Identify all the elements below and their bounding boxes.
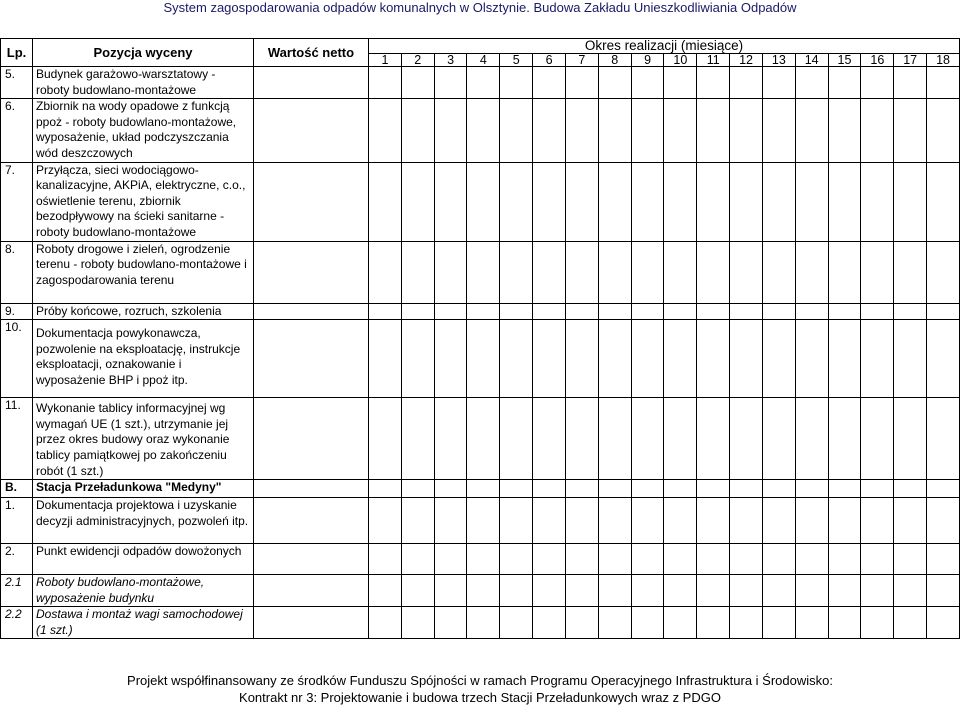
month-cell [762, 544, 795, 575]
month-cell [565, 162, 598, 241]
month-cell [828, 320, 861, 398]
table-row [1, 398, 960, 480]
month-cell [730, 241, 763, 303]
month-cell [598, 398, 631, 480]
month-cell [894, 241, 927, 303]
month-cell [369, 99, 402, 162]
month-header-9: 9 [631, 54, 664, 67]
month-cell [500, 320, 533, 398]
schedule-table [0, 38, 960, 639]
month-cell [369, 241, 402, 303]
month-cell [927, 480, 960, 498]
month-cell [861, 241, 894, 303]
month-cell [369, 498, 402, 544]
month-cell [927, 320, 960, 398]
table-row [1, 320, 960, 398]
month-cell [598, 480, 631, 498]
month-cell [369, 607, 402, 639]
month-cell [664, 67, 697, 99]
row-description: Stacja Przeładunkowa "Medyny" [33, 480, 254, 498]
month-cell [762, 99, 795, 162]
month-cell [795, 99, 828, 162]
month-cell [697, 99, 730, 162]
month-cell [467, 544, 500, 575]
month-cell [828, 241, 861, 303]
column-header-lp: Lp. [1, 39, 33, 67]
month-cell [828, 162, 861, 241]
month-cell [533, 480, 566, 498]
row-description: Roboty budowlano-montażowe, wyposażenie budynku [33, 575, 254, 607]
month-cell [631, 303, 664, 320]
month-header-11: 11 [697, 54, 730, 67]
month-cell [369, 544, 402, 575]
month-cell [598, 544, 631, 575]
month-cell [565, 320, 598, 398]
row-value-cell [254, 67, 369, 99]
month-cell [631, 498, 664, 544]
month-cell [533, 241, 566, 303]
month-cell [369, 480, 402, 498]
month-cell [927, 67, 960, 99]
month-cell [664, 320, 697, 398]
month-cell [467, 498, 500, 544]
month-cell [795, 480, 828, 498]
month-cell [795, 398, 828, 480]
month-cell [664, 544, 697, 575]
month-cell [894, 99, 927, 162]
month-cell [565, 498, 598, 544]
month-cell [598, 99, 631, 162]
month-header-2: 2 [401, 54, 434, 67]
month-cell [697, 607, 730, 639]
month-cell [369, 320, 402, 398]
month-cell [730, 607, 763, 639]
month-cell [861, 162, 894, 241]
month-header-10: 10 [664, 54, 697, 67]
month-cell [762, 303, 795, 320]
month-cell [730, 162, 763, 241]
month-cell [795, 498, 828, 544]
column-header-okres: Okres realizacji (miesiące) [369, 39, 960, 54]
month-cell [401, 99, 434, 162]
month-cell [697, 544, 730, 575]
month-cell [631, 544, 664, 575]
row-value-cell [254, 162, 369, 241]
month-cell [434, 320, 467, 398]
month-cell [565, 303, 598, 320]
month-cell [697, 320, 730, 398]
month-cell [861, 398, 894, 480]
table-row [1, 607, 960, 639]
row-description: Przyłącza, sieci wodociągowo-kanalizacyjne, AKPiA, elektryczne, c.o., oświetlenie terenu, zbiornik bezodpływowy na ścieki sanitarne - roboty budowlano-montażowe [33, 162, 254, 241]
month-cell [795, 544, 828, 575]
month-header-18: 18 [927, 54, 960, 67]
month-cell [631, 162, 664, 241]
month-cell [894, 544, 927, 575]
footer-line-1: Projekt współfinansowany ze środków Funduszu Spójności w ramach Programu Operacyjnego Infrastruktura i Środowisko: [127, 673, 833, 688]
month-cell [894, 320, 927, 398]
row-description: Dokumentacja projektowa i uzyskanie decyzji administracyjnych, pozwoleń itp. [33, 498, 254, 544]
month-header-7: 7 [565, 54, 598, 67]
month-cell [762, 575, 795, 607]
month-cell [631, 320, 664, 398]
month-cell [828, 99, 861, 162]
month-cell [500, 480, 533, 498]
month-cell [730, 303, 763, 320]
month-cell [533, 99, 566, 162]
month-cell [369, 67, 402, 99]
month-cell [795, 320, 828, 398]
month-cell [434, 544, 467, 575]
month-cell [927, 398, 960, 480]
month-cell [894, 67, 927, 99]
month-cell [500, 241, 533, 303]
month-cell [697, 303, 730, 320]
month-cell [894, 398, 927, 480]
month-cell [861, 99, 894, 162]
month-cell [664, 498, 697, 544]
month-cell [762, 480, 795, 498]
month-cell [861, 607, 894, 639]
month-cell [730, 67, 763, 99]
month-cell [730, 575, 763, 607]
month-cell [467, 303, 500, 320]
table-row [1, 544, 960, 575]
month-cell [894, 575, 927, 607]
footer-line-2: Kontrakt nr 3: Projektowanie i budowa trzech Stacji Przeładunkowych wraz z PDGO [239, 690, 721, 705]
row-description: Budynek garażowo-warsztatowy - roboty budowlano-montażowe [33, 67, 254, 99]
month-cell [598, 303, 631, 320]
row-number: 11. [1, 398, 33, 480]
month-cell [500, 67, 533, 99]
month-cell [697, 67, 730, 99]
month-cell [762, 398, 795, 480]
month-header-1: 1 [369, 54, 402, 67]
month-cell [565, 480, 598, 498]
month-cell [631, 67, 664, 99]
month-cell [894, 498, 927, 544]
month-cell [664, 607, 697, 639]
month-header-5: 5 [500, 54, 533, 67]
row-number: 2.1 [1, 575, 33, 607]
column-header-wartosc: Wartość netto [254, 39, 369, 67]
month-cell [631, 398, 664, 480]
month-cell [500, 544, 533, 575]
month-cell [434, 162, 467, 241]
month-cell [598, 67, 631, 99]
month-cell [598, 162, 631, 241]
month-cell [467, 241, 500, 303]
month-cell [434, 575, 467, 607]
month-cell [730, 99, 763, 162]
month-cell [598, 241, 631, 303]
month-cell [861, 480, 894, 498]
month-header-4: 4 [467, 54, 500, 67]
row-value-cell [254, 498, 369, 544]
month-cell [795, 162, 828, 241]
table-row [1, 303, 960, 320]
month-cell [565, 99, 598, 162]
row-value-cell [254, 607, 369, 639]
month-cell [927, 241, 960, 303]
month-cell [894, 480, 927, 498]
row-number: 6. [1, 99, 33, 162]
month-cell [828, 67, 861, 99]
month-header-3: 3 [434, 54, 467, 67]
month-cell [500, 99, 533, 162]
month-cell [664, 99, 697, 162]
month-cell [762, 67, 795, 99]
row-description: Roboty drogowe i zieleń, ogrodzenie terenu - roboty budowlano-montażowe i zagospodarowania terenu [33, 241, 254, 303]
month-cell [434, 241, 467, 303]
month-cell [369, 398, 402, 480]
table-row [1, 575, 960, 607]
month-cell [533, 607, 566, 639]
month-cell [664, 575, 697, 607]
month-cell [795, 67, 828, 99]
month-cell [434, 398, 467, 480]
month-cell [795, 303, 828, 320]
month-cell [894, 162, 927, 241]
month-cell [565, 575, 598, 607]
month-cell [565, 67, 598, 99]
month-cell [927, 544, 960, 575]
month-header-13: 13 [762, 54, 795, 67]
month-cell [730, 398, 763, 480]
month-cell [697, 162, 730, 241]
month-cell [434, 99, 467, 162]
month-cell [434, 480, 467, 498]
month-cell [500, 498, 533, 544]
month-cell [467, 99, 500, 162]
row-description: Próby końcowe, rozruch, szkolenia [33, 303, 254, 320]
month-cell [828, 303, 861, 320]
row-number: 9. [1, 303, 33, 320]
month-cell [664, 241, 697, 303]
month-cell [861, 498, 894, 544]
month-cell [664, 480, 697, 498]
month-cell [762, 320, 795, 398]
month-cell [861, 544, 894, 575]
month-cell [664, 398, 697, 480]
month-cell [861, 303, 894, 320]
month-cell [565, 398, 598, 480]
table-row [1, 480, 960, 498]
month-cell [434, 67, 467, 99]
row-value-cell [254, 320, 369, 398]
month-cell [861, 575, 894, 607]
month-cell [500, 303, 533, 320]
month-cell [369, 303, 402, 320]
month-cell [434, 498, 467, 544]
month-cell [467, 398, 500, 480]
table-header-row [1, 39, 960, 54]
document-header: System zagospodarowania odpadów komunalnych w Olsztynie. Budowa Zakładu Unieszkodliwiania Odpadów [163, 0, 797, 15]
month-cell [697, 241, 730, 303]
month-cell [598, 320, 631, 398]
month-cell [828, 544, 861, 575]
row-number: 7. [1, 162, 33, 241]
month-cell [762, 241, 795, 303]
table-row [1, 99, 960, 162]
month-cell [795, 607, 828, 639]
table-row [1, 241, 960, 303]
month-cell [927, 607, 960, 639]
table-row [1, 498, 960, 544]
month-cell [533, 162, 566, 241]
month-cell [533, 320, 566, 398]
month-cell [861, 67, 894, 99]
month-cell [795, 575, 828, 607]
row-number: 8. [1, 241, 33, 303]
row-number: 2.2 [1, 607, 33, 639]
month-cell [927, 498, 960, 544]
month-header-15: 15 [828, 54, 861, 67]
month-cell [828, 480, 861, 498]
row-description: Dokumentacja powykonawcza, pozwolenie na eksploatację, instrukcje eksploatacji, oznakowanie i wyposażenie BHP i ppoż itp. [33, 320, 254, 398]
month-cell [828, 607, 861, 639]
month-cell [401, 575, 434, 607]
month-cell [401, 498, 434, 544]
month-cell [730, 544, 763, 575]
month-cell [631, 99, 664, 162]
month-cell [401, 320, 434, 398]
month-cell [762, 498, 795, 544]
row-number: B. [1, 480, 33, 498]
month-cell [730, 480, 763, 498]
month-cell [697, 575, 730, 607]
month-cell [467, 67, 500, 99]
row-value-cell [254, 575, 369, 607]
month-cell [467, 480, 500, 498]
month-cell [467, 162, 500, 241]
month-cell [730, 498, 763, 544]
month-cell [401, 303, 434, 320]
month-cell [927, 162, 960, 241]
month-cell [828, 398, 861, 480]
month-cell [927, 99, 960, 162]
row-description: Dostawa i montaż wagi samochodowej (1 szt.) [33, 607, 254, 639]
month-cell [401, 480, 434, 498]
month-cell [795, 241, 828, 303]
table-row [1, 162, 960, 241]
row-value-cell [254, 544, 369, 575]
month-cell [598, 498, 631, 544]
month-cell [697, 480, 730, 498]
month-cell [401, 398, 434, 480]
month-cell [467, 575, 500, 607]
month-cell [533, 303, 566, 320]
month-cell [664, 162, 697, 241]
month-cell [533, 67, 566, 99]
month-cell [762, 607, 795, 639]
month-cell [369, 162, 402, 241]
month-cell [861, 320, 894, 398]
row-description: Wykonanie tablicy informacyjnej wg wymagań UE (1 szt.), utrzymanie jej przez okres budowy oraz wykonanie tablicy pamiątkowej po zakończeniu robót (1 szt.) [33, 398, 254, 480]
row-number: 2. [1, 544, 33, 575]
row-number: 10. [1, 320, 33, 398]
month-cell [565, 241, 598, 303]
row-number: 5. [1, 67, 33, 99]
month-cell [828, 498, 861, 544]
month-header-14: 14 [795, 54, 828, 67]
month-cell [894, 303, 927, 320]
month-cell [533, 575, 566, 607]
month-cell [401, 162, 434, 241]
month-cell [434, 607, 467, 639]
row-value-cell [254, 241, 369, 303]
month-header-6: 6 [533, 54, 566, 67]
month-cell [631, 607, 664, 639]
month-cell [533, 398, 566, 480]
month-cell [565, 544, 598, 575]
month-cell [598, 607, 631, 639]
month-cell [467, 607, 500, 639]
month-cell [762, 162, 795, 241]
column-header-pozycja: Pozycja wyceny [33, 39, 254, 67]
month-cell [369, 575, 402, 607]
row-number: 1. [1, 498, 33, 544]
month-header-12: 12 [730, 54, 763, 67]
month-cell [927, 575, 960, 607]
month-cell [500, 162, 533, 241]
month-cell [401, 67, 434, 99]
month-cell [697, 498, 730, 544]
table-row [1, 67, 960, 99]
month-header-17: 17 [894, 54, 927, 67]
month-cell [664, 303, 697, 320]
month-header-8: 8 [598, 54, 631, 67]
row-value-cell [254, 480, 369, 498]
month-cell [467, 320, 500, 398]
month-cell [631, 241, 664, 303]
month-cell [598, 575, 631, 607]
month-header-16: 16 [861, 54, 894, 67]
row-value-cell [254, 99, 369, 162]
month-cell [533, 544, 566, 575]
month-cell [500, 607, 533, 639]
month-cell [401, 241, 434, 303]
row-value-cell [254, 398, 369, 480]
row-description: Zbiornik na wody opadowe z funkcją ppoż - roboty budowlano-montażowe, wyposażenie, układ podczyszczania wód deszczowych [33, 99, 254, 162]
month-cell [565, 607, 598, 639]
row-value-cell [254, 303, 369, 320]
month-cell [828, 575, 861, 607]
month-cell [401, 607, 434, 639]
month-cell [631, 575, 664, 607]
month-cell [533, 498, 566, 544]
month-cell [631, 480, 664, 498]
month-cell [500, 398, 533, 480]
month-cell [894, 607, 927, 639]
month-cell [434, 303, 467, 320]
month-cell [730, 320, 763, 398]
month-cell [697, 398, 730, 480]
month-cell [927, 303, 960, 320]
month-cell [401, 544, 434, 575]
row-description: Punkt ewidencji odpadów dowożonych [33, 544, 254, 575]
month-cell [500, 575, 533, 607]
